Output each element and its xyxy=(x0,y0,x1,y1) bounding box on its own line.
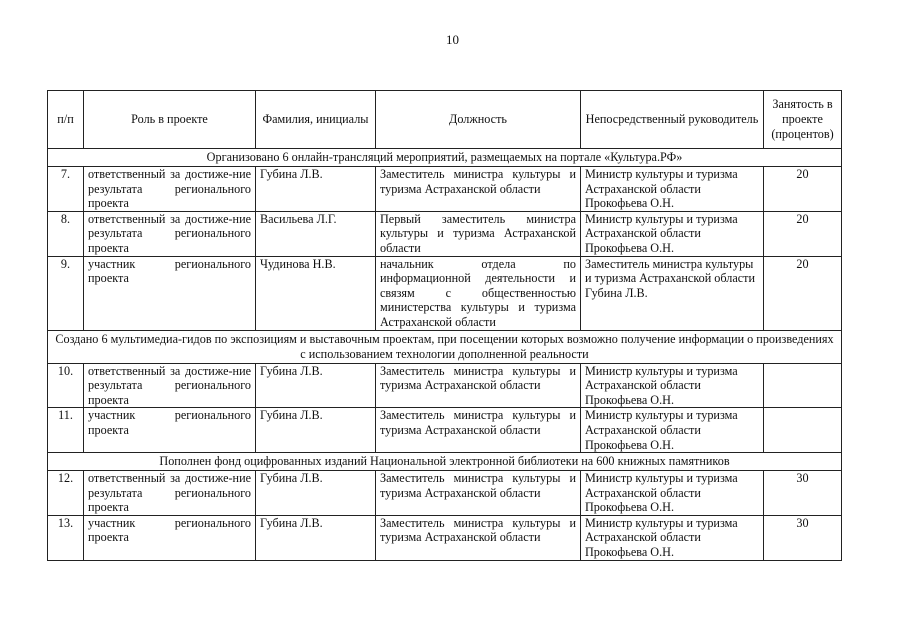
table-row xyxy=(48,167,842,212)
cell-name: Губина Л.В. xyxy=(256,167,376,212)
cell-load: 20 xyxy=(764,211,842,256)
cell-supervisor: Заместитель министра культуры и туризма Астраханской области Губина Л.В. xyxy=(581,256,764,330)
cell-role: ответственный за достиже-ние результата регионального проекта xyxy=(84,471,256,516)
cell-num: 13. xyxy=(48,515,84,560)
header-supervisor: Непосредственный руководитель xyxy=(581,91,764,149)
cell-name: Губина Л.В. xyxy=(256,471,376,516)
header-row xyxy=(48,91,842,149)
cell-role: участник регионального проекта xyxy=(84,408,256,453)
table-row xyxy=(48,211,842,256)
cell-num: 7. xyxy=(48,167,84,212)
table-row xyxy=(48,515,842,560)
cell-supervisor: Министр культуры и туризма Астраханской области Прокофьева О.Н. xyxy=(581,471,764,516)
cell-num: 10. xyxy=(48,363,84,408)
section-title: Организовано 6 онлайн-трансляций мероприятий, размещаемых на портале «Культура.РФ» xyxy=(48,149,842,167)
page-number: 10 xyxy=(446,32,459,47)
cell-supervisor: Министр культуры и туризма Астраханской области Прокофьева О.Н. xyxy=(581,515,764,560)
section-header-row xyxy=(48,330,842,363)
header-load: Занятость в проекте (процентов) xyxy=(764,91,842,149)
cell-load: 20 xyxy=(764,167,842,212)
section-header-row xyxy=(48,453,842,471)
cell-role: участник регионального проекта xyxy=(84,515,256,560)
cell-position: Заместитель министра культуры и туризма Астраханской области xyxy=(376,167,581,212)
cell-position: Заместитель министра культуры и туризма Астраханской области xyxy=(376,408,581,453)
cell-load: 20 xyxy=(764,256,842,330)
cell-supervisor: Министр культуры и туризма Астраханской области Прокофьева О.Н. xyxy=(581,211,764,256)
section-title: Создано 6 мультимедиа-гидов по экспозициям и выставочным проектам, при посещении которых возможно получение информации о произведениях с использованием технологии дополненной реальности xyxy=(48,330,842,363)
section-header-row xyxy=(48,149,842,167)
cell-supervisor: Министр культуры и туризма Астраханской области Прокофьева О.Н. xyxy=(581,167,764,212)
table-row xyxy=(48,471,842,516)
cell-position: Заместитель министра культуры и туризма Астраханской области xyxy=(376,515,581,560)
cell-position: Заместитель министра культуры и туризма Астраханской области xyxy=(376,363,581,408)
cell-position: Первый заместитель министра культуры и туризма Астраханской области xyxy=(376,211,581,256)
cell-name: Губина Л.В. xyxy=(256,515,376,560)
cell-load xyxy=(764,408,842,453)
header-num: п/п xyxy=(48,91,84,149)
cell-num: 9. xyxy=(48,256,84,330)
cell-role: ответственный за достиже-ние результата регионального проекта xyxy=(84,211,256,256)
cell-load: 30 xyxy=(764,471,842,516)
cell-position: Заместитель министра культуры и туризма Астраханской области xyxy=(376,471,581,516)
cell-name: Губина Л.В. xyxy=(256,408,376,453)
cell-role: ответственный за достиже-ние результата регионального проекта xyxy=(84,363,256,408)
cell-num: 11. xyxy=(48,408,84,453)
table-row xyxy=(48,363,842,408)
cell-num: 12. xyxy=(48,471,84,516)
header-role: Роль в проекте xyxy=(84,91,256,149)
section-title: Пополнен фонд оцифрованных изданий Национальной электронной библиотеки на 600 книжных памятников xyxy=(48,453,842,471)
header-name: Фамилия, инициалы xyxy=(256,91,376,149)
table-row xyxy=(48,408,842,453)
cell-name: Васильева Л.Г. xyxy=(256,211,376,256)
cell-num: 8. xyxy=(48,211,84,256)
cell-supervisor: Министр культуры и туризма Астраханской области Прокофьева О.Н. xyxy=(581,363,764,408)
cell-name: Чудинова Н.В. xyxy=(256,256,376,330)
cell-role: ответственный за достиже-ние результата регионального проекта xyxy=(84,167,256,212)
header-position: Должность xyxy=(376,91,581,149)
project-roster-table xyxy=(47,90,842,561)
cell-supervisor: Министр культуры и туризма Астраханской области Прокофьева О.Н. xyxy=(581,408,764,453)
cell-position: начальник отдела по информационной деятельности и связям с общественностью министерства культуры и туризма Астраханской области xyxy=(376,256,581,330)
cell-name: Губина Л.В. xyxy=(256,363,376,408)
cell-load: 30 xyxy=(764,515,842,560)
cell-load xyxy=(764,363,842,408)
cell-role: участник регионального проекта xyxy=(84,256,256,330)
table-body xyxy=(48,149,842,561)
table-row xyxy=(48,256,842,330)
